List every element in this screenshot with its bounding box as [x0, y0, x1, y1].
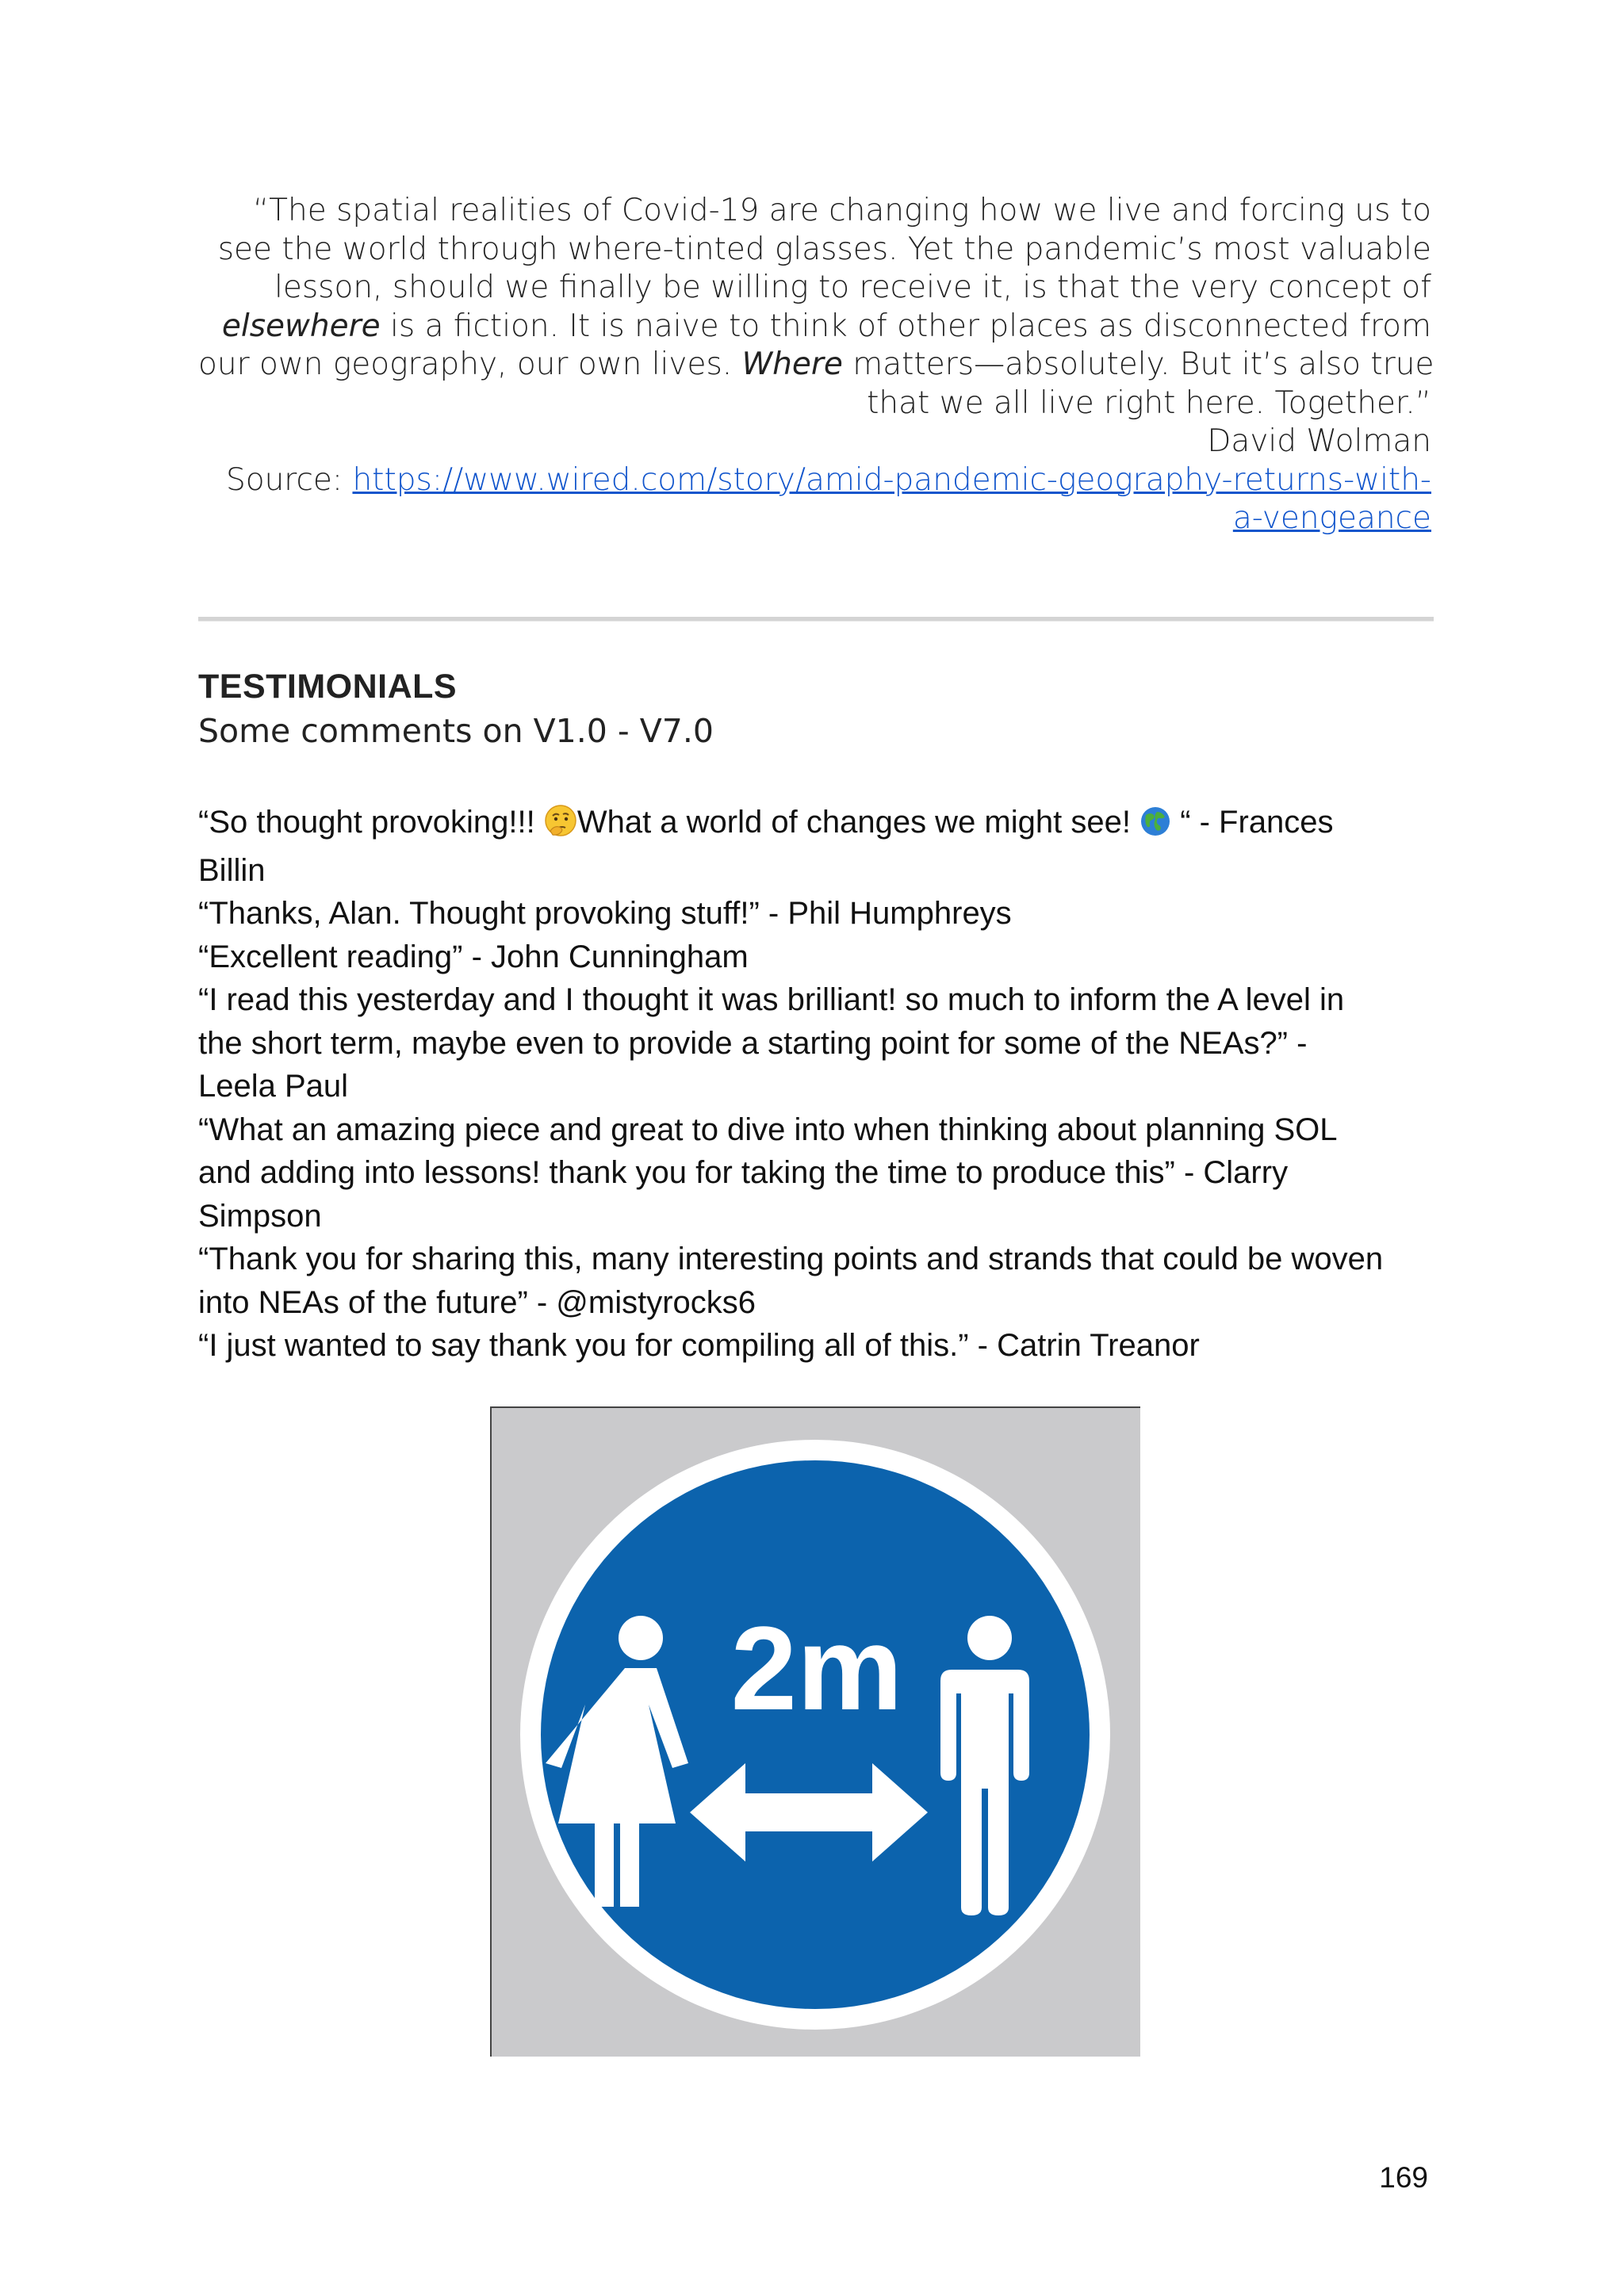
testimonial-text: “So thought provoking!!! — [198, 805, 544, 840]
testimonial-line: and adding into lessons! thank you for taking the time to produce this” - Clarry — [198, 1155, 1289, 1190]
testimonial-line: Leela Paul — [198, 1069, 349, 1104]
testimonial-line — [198, 801, 1435, 849]
testimonial-line: “I just wanted to say thank you for compiling all of this.” - Catrin Treanor — [198, 1328, 1200, 1363]
section-heading: TESTIMONIALS — [198, 668, 458, 706]
quote-italic-word: elsewhere — [221, 308, 381, 344]
quote-line — [198, 346, 1434, 385]
testimonial-line: the short term, maybe even to provide a starting point for some of the NEAs?” - — [198, 1025, 1308, 1061]
thinking-face-emoji-icon — [544, 804, 577, 849]
quote-source — [198, 461, 1431, 500]
globe-icon — [1139, 806, 1171, 849]
testimonial-line: “Excellent reading” - John Cunningham — [198, 939, 749, 974]
page-number: 169 — [1379, 2161, 1428, 2194]
testimonial-text: “ - Frances — [1171, 805, 1334, 840]
quote-line: “The spatial realities of Covid-19 are changing how we live and forcing us to — [252, 193, 1431, 228]
source-link-continued[interactable]: a-vengeance — [1232, 500, 1431, 536]
quote-author: David Wolman — [1207, 423, 1431, 459]
quote-line: that we all live right here. Together.” — [867, 385, 1431, 421]
quote-line: lesson, should we finally be willing to receive it, is that the very concept of — [274, 270, 1431, 305]
social-distancing-sign — [490, 1406, 1140, 2057]
quote-line-start: our own geography, our own lives. — [198, 346, 742, 382]
quote-line-rest: is a fiction. It is naive to think of other places as disconnected from — [380, 308, 1431, 344]
testimonials-list — [198, 801, 1435, 1368]
quote-italic-word: Where — [741, 346, 843, 382]
sign-distance-text: 2m — [730, 1601, 903, 1735]
quote-line — [198, 308, 1431, 346]
quote-line: see the world through where-tinted glasses. Yet the pandemic’s most valuable — [217, 231, 1431, 267]
source-link[interactable]: https://www.wired.com/story/amid-pandemic-geography-returns-with- — [352, 461, 1431, 498]
section-subheading: Some comments on V1.0 - V7.0 — [198, 712, 714, 750]
horizontal-divider — [198, 617, 1434, 622]
testimonial-line: “What an amazing piece and great to dive into when thinking about planning SOL — [198, 1112, 1338, 1147]
testimonial-line: Billin — [198, 852, 266, 888]
quote-line-rest: matters—absolutely. But it’s also true — [842, 346, 1434, 382]
testimonial-line: Simpson — [198, 1198, 322, 1234]
testimonial-line: “Thanks, Alan. Thought provoking stuff!” - Phil Humphreys — [198, 896, 1012, 931]
testimonial-line: “I read this yesterday and I thought it was brilliant! so much to inform the A level in — [198, 982, 1345, 1017]
testimonial-text: What a world of changes we might see! — [576, 805, 1140, 840]
testimonial-line: into NEAs of the future” - @mistyrocks6 — [198, 1284, 756, 1320]
quote-source-continued — [198, 499, 1431, 538]
source-label: Source: — [225, 461, 353, 498]
social-distancing-sign-graphic — [492, 1408, 1140, 2057]
quote-block — [198, 192, 1434, 538]
testimonial-line: “Thank you for sharing this, many interesting points and strands that could be woven — [198, 1242, 1384, 1276]
